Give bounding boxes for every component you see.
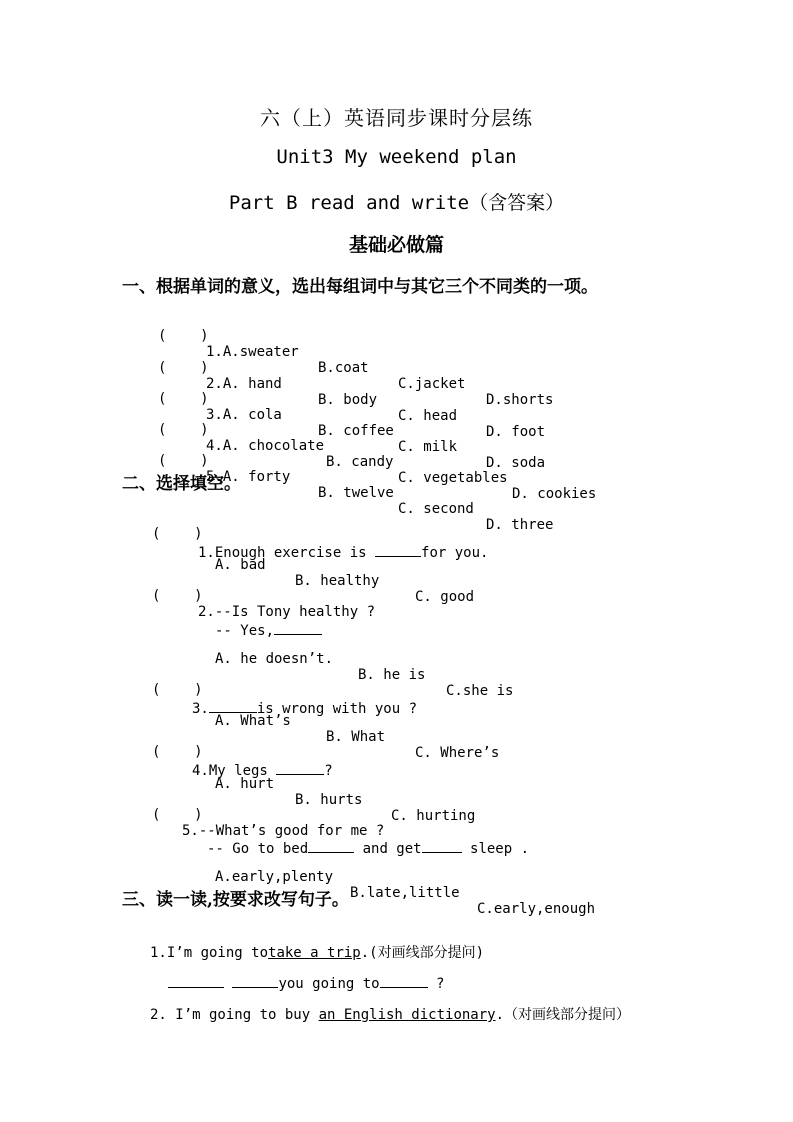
option-b: B. body [318,392,378,408]
option-c: C.early,enough [477,901,596,917]
answer-blank[interactable] [308,838,354,853]
answer-paren: ( ) [158,453,209,469]
reply-text: -- Yes, [215,623,275,639]
question-stem: 3. is wrong with you ? [192,698,417,717]
option-a: A.early,plenty [215,869,334,885]
answer-blank[interactable] [276,760,324,775]
answer-paren: ( ) [158,422,209,438]
option-a: A. What’s [215,713,291,729]
section1-heading: 一、根据单词的意义，选出每组词中与其它三个不同类的一项。 [122,277,598,297]
option-b: B. candy [326,454,394,470]
answer-blank[interactable] [274,620,322,635]
option-a: A. he doesn’t. [215,651,334,667]
option-a: 2.A. hand [206,376,282,392]
option-c: C. vegetables [398,470,508,486]
option-d: D.shorts [486,392,554,408]
option-a: 1.A.sweater [206,344,299,360]
option-b: B. What [326,729,386,745]
answer-paren: ( ) [152,526,203,542]
section2-heading: 二、选择填空。 [122,474,241,494]
section3-heading: 三、读一读,按要求改写句子。 [122,890,349,910]
option-d: D. three [486,517,554,533]
option-d: D. soda [486,455,546,471]
answer-blank[interactable] [380,973,428,988]
question-stem: 5.--What’s good for me ? [182,823,385,839]
option-b: B. twelve [318,485,394,501]
underlined-phrase: an English dictionary [318,1007,496,1023]
question-stem: 2.--Is Tony healthy ? [198,604,376,620]
option-d: D. foot [486,424,546,440]
rewrite-answer-row: you going to ? [168,957,202,1005]
underlined-phrase: take a trip [268,945,361,961]
answer-paren: ( ) [152,682,203,698]
option-a: 4.A. chocolate [206,438,325,454]
option-c: C. second [398,501,474,517]
option-c: C. milk [398,439,458,455]
option-a: A. hurt [215,776,275,792]
option-b: B. healthy [295,573,380,589]
question-stem: 1.Enough exercise is for you. [198,542,488,561]
option-a: 5.A. forty [206,469,291,485]
question-stem: 4.My legs ? [192,760,333,779]
answer-paren: ( ) [152,588,203,604]
option-b: B.late,little [350,885,460,901]
answer-paren: ( ) [152,807,203,823]
part-title: Part B read and write（含答案） [228,192,565,214]
option-d: D. cookies [512,486,597,502]
option-c: C. good [415,589,475,605]
reply-row: -- Go to bed and get sleep . [207,822,241,870]
option-c: C.she is [446,683,514,699]
reply-text: -- Go to bed [207,841,309,857]
option-a: 3.A. cola [206,407,282,423]
level-title: 基础必做篇 [348,234,444,256]
answer-paren: ( ) [158,360,209,376]
option-a: A. bad [215,557,266,573]
answer-blank[interactable] [375,542,421,557]
unit-title: Unit3 My weekend plan [276,146,517,168]
option-c: C. head [398,408,458,424]
answer-blank[interactable] [168,973,224,988]
option-c: C. Where’s [415,745,500,761]
answer-blank[interactable] [232,973,278,988]
rewrite-question: 2. I’m going to buy an English dictionary.（对画线部分提问） [150,1007,631,1023]
option-c: C.jacket [398,376,466,392]
option-c: C. hurting [391,808,476,824]
option-b: B. he is [358,667,426,683]
option-b: B. hurts [295,792,363,808]
rewrite-question: 1.I’m going totake a trip.(对画线部分提问) [150,945,485,961]
option-b: B.coat [318,360,369,376]
answer-paren: ( ) [152,744,203,760]
worksheet-title: 六（上）英语同步课时分层练 [260,106,533,130]
option-b: B. coffee [318,423,394,439]
answer-blank[interactable] [422,838,462,853]
answer-paren: ( ) [158,328,209,344]
answer-paren: ( ) [158,391,209,407]
